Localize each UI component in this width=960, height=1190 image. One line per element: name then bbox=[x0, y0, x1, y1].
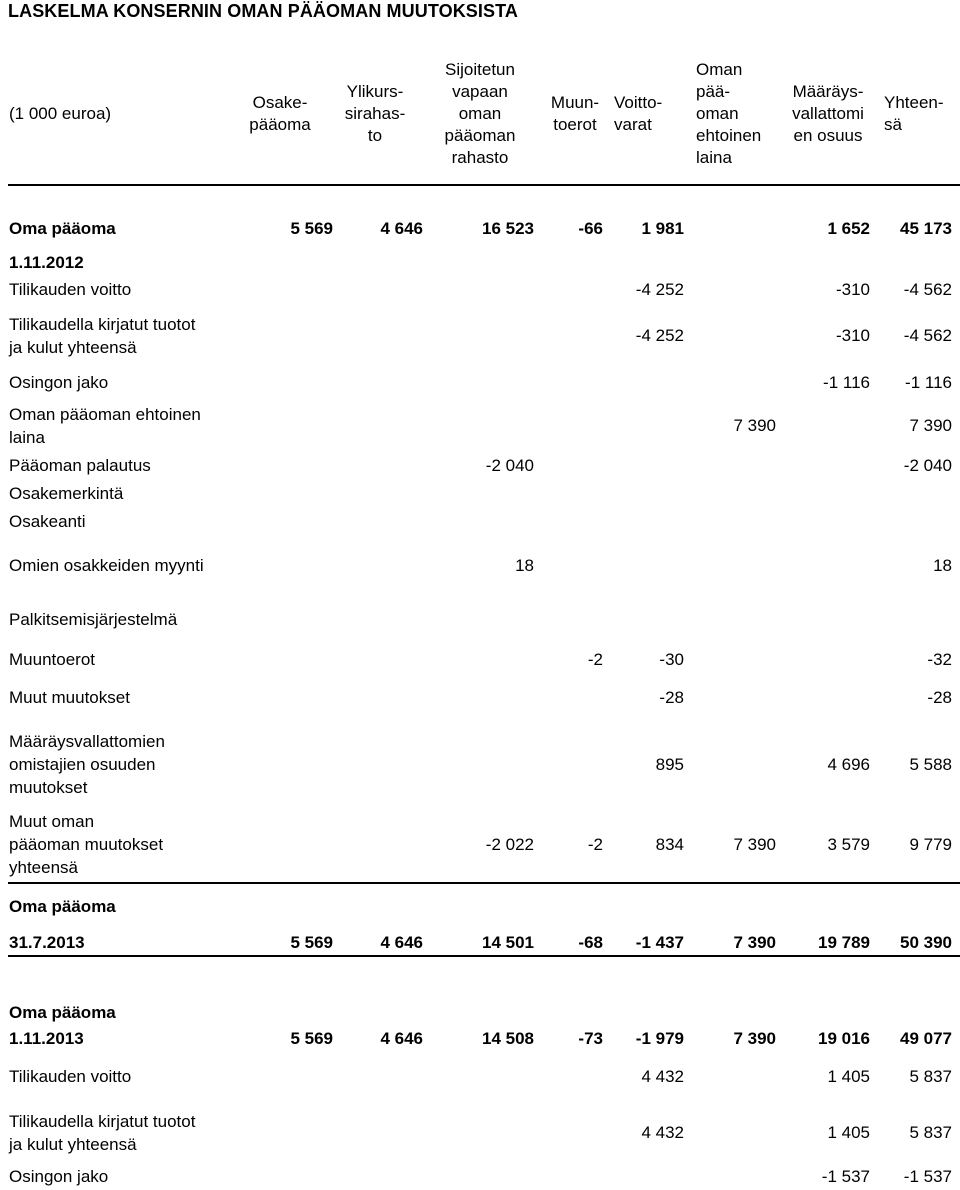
table-cell: -310 bbox=[835, 280, 870, 299]
table-cell: 19 016 bbox=[818, 1029, 870, 1048]
table-cell: -2 040 bbox=[485, 456, 534, 475]
subtotal-rule bbox=[8, 882, 960, 884]
unit-label-cell bbox=[9, 56, 111, 171]
column-header-non-controlling-interest: Määräys- vallattomi en osuus bbox=[792, 81, 864, 145]
table-cell: 7 390 bbox=[909, 416, 952, 435]
row-label: Oman pääoman ehtoinen laina bbox=[9, 405, 201, 447]
row-label: Oma pääoma bbox=[9, 1003, 116, 1022]
table-cell: 7 390 bbox=[733, 835, 776, 854]
row-label: Omien osakkeiden myynti bbox=[9, 556, 204, 575]
table-cell: 5 569 bbox=[290, 219, 333, 238]
row-label: Tilikaudella kirjatut tuotot ja kulut yhteensä bbox=[9, 315, 196, 357]
table-cell: 5 569 bbox=[290, 933, 333, 952]
table-cell: 1 981 bbox=[641, 219, 684, 238]
table-cell: -30 bbox=[659, 650, 684, 669]
table-cell: -2 040 bbox=[903, 456, 952, 475]
row-label: Muut muutokset bbox=[9, 688, 130, 707]
row-label: Muut oman pääoman muutokset yhteensä bbox=[9, 812, 164, 877]
table-cell: -4 562 bbox=[903, 280, 952, 299]
table-cell: 7 390 bbox=[733, 933, 776, 952]
table-cell: -1 537 bbox=[821, 1167, 870, 1186]
table-cell: -310 bbox=[835, 326, 870, 345]
column-header-invested-equity-fund: Sijoitetun vapaan oman pääoman rahasto bbox=[444, 59, 516, 167]
table-cell: -2 bbox=[587, 650, 603, 669]
row-label: Pääoman palautus bbox=[9, 456, 151, 475]
table-cell: 834 bbox=[655, 835, 684, 854]
row-label: Oma pääoma bbox=[9, 219, 116, 238]
header-rule bbox=[8, 184, 960, 186]
row-label: Osakemerkintä bbox=[9, 484, 124, 503]
table-cell: 5 569 bbox=[290, 1029, 333, 1048]
table-cell: -2 bbox=[587, 835, 603, 854]
table-cell: 4 646 bbox=[380, 933, 423, 952]
table-cell: 50 390 bbox=[900, 933, 952, 952]
table-cell: -1 537 bbox=[903, 1167, 952, 1186]
table-cell: -66 bbox=[578, 219, 603, 238]
table-cell: 1 652 bbox=[827, 219, 870, 238]
table-cell: -28 bbox=[927, 688, 952, 707]
row-label: Tilikauden voitto bbox=[9, 280, 132, 299]
column-header-share-premium: Ylikurs- sirahas- to bbox=[344, 81, 406, 145]
table-cell: 7 390 bbox=[733, 416, 776, 435]
table-cell: 14 501 bbox=[482, 933, 534, 952]
row-label: Tilikauden voitto bbox=[9, 1067, 132, 1086]
row-label: Osingon jako bbox=[9, 1167, 109, 1186]
table-cell: -4 252 bbox=[635, 280, 684, 299]
table-cell: 7 390 bbox=[733, 1029, 776, 1048]
table-cell: -1 979 bbox=[635, 1029, 684, 1048]
row-label: 31.7.2013 bbox=[9, 933, 85, 952]
table-cell: 49 077 bbox=[900, 1029, 952, 1048]
table-cell: -1 116 bbox=[905, 373, 952, 392]
table-cell: 18 bbox=[515, 556, 534, 575]
table-cell: 895 bbox=[655, 755, 684, 774]
column-header-total: Yhteen- sä bbox=[884, 92, 944, 134]
table-cell: 16 523 bbox=[482, 219, 534, 238]
statement-title: LASKELMA KONSERNIN OMAN PÄÄOMAN MUUTOKSISTA bbox=[8, 1, 518, 21]
closing-balance-rule bbox=[8, 955, 960, 957]
row-label: Oma pääoma bbox=[9, 897, 116, 916]
table-cell: -4 252 bbox=[635, 326, 684, 345]
table-cell: 4 432 bbox=[641, 1067, 684, 1086]
table-cell: -1 116 bbox=[823, 373, 870, 392]
row-label: Palkitsemisjärjestelmä bbox=[9, 610, 178, 629]
table-cell: 4 646 bbox=[380, 1029, 423, 1048]
table-cell: -1 437 bbox=[635, 933, 684, 952]
table-cell: 5 837 bbox=[909, 1123, 952, 1142]
table-cell: 19 789 bbox=[818, 933, 870, 952]
column-header-translation-differences: Muun- toerot bbox=[550, 92, 600, 134]
row-label: Määräysvallattomien omistajien osuuden muutokset bbox=[9, 732, 165, 797]
column-header-retained-earnings: Voitto- varat bbox=[614, 92, 663, 134]
table-cell: 4 646 bbox=[380, 219, 423, 238]
unit-label: (1 000 euroa) bbox=[9, 103, 112, 123]
table-cell: 9 779 bbox=[909, 835, 952, 854]
table-cell: 1 405 bbox=[827, 1123, 870, 1142]
row-label: 1.11.2012 bbox=[9, 253, 84, 272]
row-label: Tilikaudella kirjatut tuotot ja kulut yhteensä bbox=[9, 1112, 196, 1154]
table-cell: 5 588 bbox=[909, 755, 952, 774]
table-cell: 5 837 bbox=[909, 1067, 952, 1086]
table-cell: 18 bbox=[933, 556, 952, 575]
table-cell: -4 562 bbox=[903, 326, 952, 345]
table-cell: 45 173 bbox=[900, 219, 952, 238]
table-cell: 4 432 bbox=[641, 1123, 684, 1142]
table-cell: 4 696 bbox=[827, 755, 870, 774]
table-cell: -73 bbox=[578, 1029, 603, 1048]
table-cell: 14 508 bbox=[482, 1029, 534, 1048]
table-cell: -28 bbox=[659, 688, 684, 707]
row-label: Muuntoerot bbox=[9, 650, 95, 669]
row-label: Osingon jako bbox=[9, 373, 109, 392]
column-header-hybrid-loan: Oman pää- oman ehtoinen laina bbox=[696, 59, 762, 167]
row-label: Osakeanti bbox=[9, 512, 86, 531]
table-cell: -32 bbox=[927, 650, 952, 669]
table-cell: 3 579 bbox=[827, 835, 870, 854]
table-cell: -68 bbox=[578, 933, 603, 952]
column-header-share-capital: Osake- pääoma bbox=[249, 92, 311, 134]
row-label: 1.11.2013 bbox=[9, 1029, 84, 1048]
table-cell: -2 022 bbox=[485, 835, 534, 854]
table-cell: 1 405 bbox=[827, 1067, 870, 1086]
